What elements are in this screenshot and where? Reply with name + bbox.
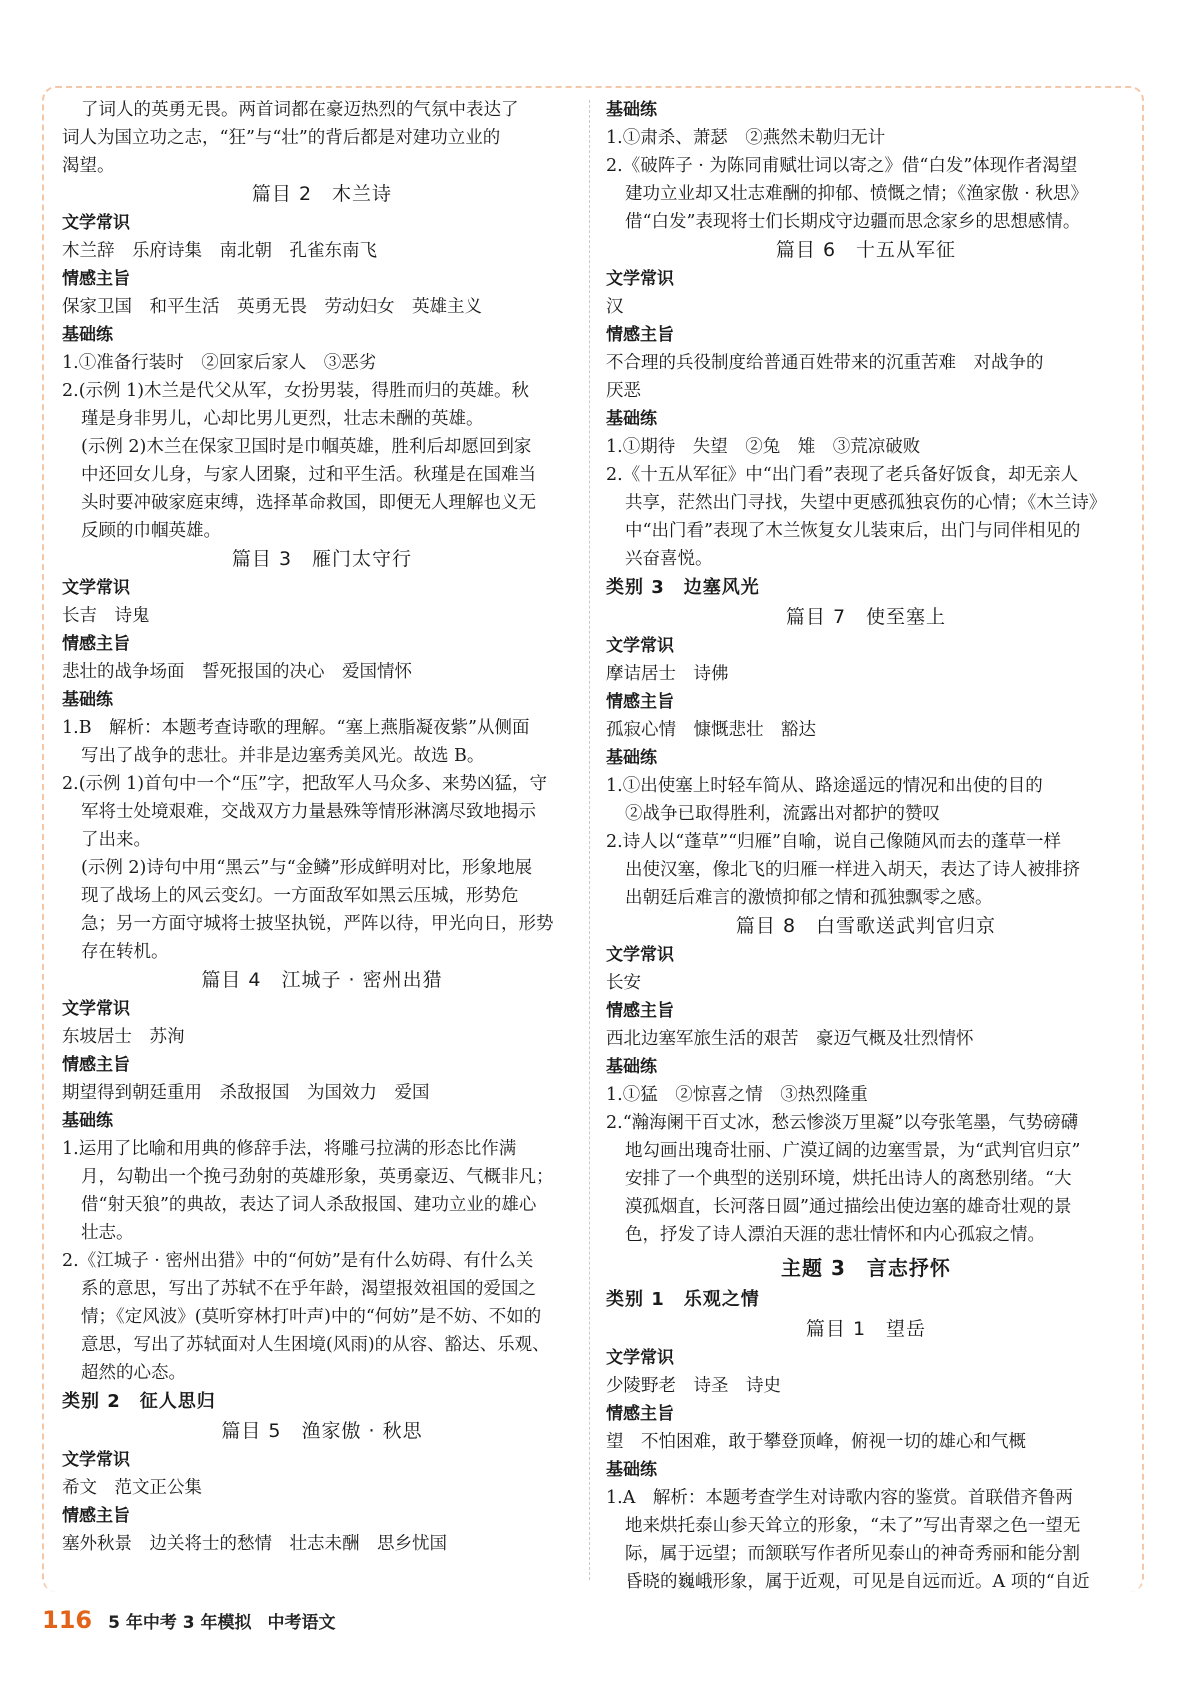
category-title: 类别 1 乐观之情 <box>606 1289 760 1310</box>
section-title: 篇目 4 江城子 · 密州出猎 <box>201 969 443 991</box>
answer-line: 保家卫国 和平生活 英勇无畏 劳动妇女 英雄主义 <box>62 297 482 317</box>
label-practice: 基础练 <box>606 1460 657 1480</box>
section-title: 篇目 5 渔家傲 · 秋思 <box>221 1420 423 1442</box>
label-practice: 基础练 <box>606 409 657 429</box>
answer-line: 2.(示例 1)首句中一个“压”字，把敌军人马众多、来势凶猛，守 <box>62 774 547 794</box>
answer-line: 出朝廷后难言的激愤抑郁之情和孤独飘零之感。 <box>625 888 993 908</box>
answer-line: ②战争已取得胜利，流露出对都护的赞叹 <box>625 804 940 824</box>
text-line: 词人为国立功之志，“狂”与“壮”的背后都是对建功立业的 <box>62 128 501 148</box>
answer-line: 昏晓的巍峨形象，属于近观，可见是自远而近。A 项的“自近 <box>625 1572 1090 1592</box>
label-literature: 文学常识 <box>606 1348 674 1368</box>
label-practice: 基础练 <box>606 100 657 120</box>
label-theme: 情感主旨 <box>62 1055 130 1075</box>
label-theme: 情感主旨 <box>606 1001 674 1021</box>
answer-line: 了出来。 <box>81 830 151 850</box>
answer-line: 存在转机。 <box>81 942 169 962</box>
answer-line: 2.《江城子 · 密州出猎》中的“何妨”是有什么妨碍、有什么关 <box>62 1251 534 1271</box>
label-theme: 情感主旨 <box>606 692 674 712</box>
answer-line: 2.《十五从军征》中“出门看”表现了老兵备好饭食，却无亲人 <box>606 465 1079 485</box>
answer-line: 情；《定风波》(莫听穿林打叶声)中的“何妨”是不妨、不如的 <box>81 1307 542 1327</box>
answer-line: 地勾画出瑰奇壮丽、广漠辽阔的边塞雪景，为“武判官归京” <box>625 1141 1081 1161</box>
answer-line: 1.①准备行装时 ②回家后家人 ③恶劣 <box>62 353 377 373</box>
answer-line: 不合理的兵役制度给普通百姓带来的沉重苦难 对战争的 <box>606 353 1044 373</box>
book-series: 5 年中考 3 年模拟 <box>108 1612 252 1633</box>
label-practice: 基础练 <box>62 1111 113 1131</box>
answer-line: 1.①猛 ②惊喜之情 ③热烈隆重 <box>606 1085 868 1105</box>
answer-line: 中“出门看”表现了木兰恢复女儿装束后，出门与同伴相见的 <box>625 521 1081 541</box>
category-title: 类别 2 征人思归 <box>62 1391 216 1412</box>
answer-line: 1.①出使塞上时轻车简从、路途遥远的情况和出使的目的 <box>606 776 1043 796</box>
label-theme: 情感主旨 <box>62 269 130 289</box>
answer-line: 木兰辞 乐府诗集 南北朝 孔雀东南飞 <box>62 241 377 261</box>
answer-line: 悲壮的战争场面 誓死报国的决心 爱国情怀 <box>62 662 412 682</box>
answer-line: 1.运用了比喻和用典的修辞手法，将雕弓拉满的形态比作满 <box>62 1139 517 1159</box>
answer-line: 厌恶 <box>606 381 641 401</box>
answer-line: 军将士处境艰难，交战双方力量悬殊等情形淋漓尽致地揭示 <box>81 802 536 822</box>
label-literature: 文学常识 <box>606 945 674 965</box>
answer-line: 地来烘托泰山参天耸立的形象，“未了”写出青翠之色一望无 <box>625 1516 1081 1536</box>
text-line: 了词人的英勇无畏。两首词都在豪迈热烈的气氛中表达了 <box>81 100 519 120</box>
label-literature: 文学常识 <box>62 578 130 598</box>
answer-line: 意思，写出了苏轼面对人生困境(风雨)的从容、豁达、乐观、 <box>81 1335 550 1355</box>
answer-line: 超然的心态。 <box>81 1363 186 1383</box>
label-literature: 文学常识 <box>62 999 130 1019</box>
answer-line: 孤寂心情 慷慨悲壮 豁达 <box>606 720 816 740</box>
label-theme: 情感主旨 <box>606 1404 674 1424</box>
answer-line: 希文 范文正公集 <box>62 1478 202 1498</box>
answer-line: 1.B 解析：本题考查诗歌的理解。“塞上燕脂凝夜紫”从侧面 <box>62 718 530 738</box>
answer-line: 壮志。 <box>81 1223 134 1243</box>
answer-line: (示例 2)诗句中用“黑云”与“金鳞”形成鲜明对比，形象地展 <box>81 858 533 878</box>
section-title: 篇目 7 使至塞上 <box>785 606 947 628</box>
answer-line: (示例 2)木兰在保家卫国时是巾帼英雄，胜利后却愿回到家 <box>81 437 532 457</box>
answer-line: 安排了一个典型的送别环境，烘托出诗人的离愁别绪。“大 <box>625 1169 1072 1189</box>
answer-line: 望 不怕困难，敢于攀登顶峰，俯视一切的雄心和气概 <box>606 1432 1026 1452</box>
answer-line: 摩诘居士 诗佛 <box>606 664 729 684</box>
answer-line: 现了战场上的风云变幻。一方面敌军如黑云压城，形势危 <box>81 886 519 906</box>
answer-line: 写出了战争的悲壮。并非是边塞秀美风光。故选 B。 <box>81 746 485 766</box>
answer-line: 西北边塞军旅生活的艰苦 豪迈气概及壮烈情怀 <box>606 1029 974 1049</box>
section-title: 篇目 6 十五从军征 <box>775 239 957 261</box>
label-theme: 情感主旨 <box>62 1506 130 1526</box>
label-practice: 基础练 <box>606 1057 657 1077</box>
answer-line: 汉 <box>606 297 624 317</box>
answer-line: 中还回女儿身，与家人团聚，过和平生活。秋瑾是在国难当 <box>81 465 536 485</box>
answer-line: 建功立业却又壮志难酬的抑郁、愤慨之情；《渔家傲 · 秋思》 <box>625 184 1088 204</box>
category-title: 类别 3 边塞风光 <box>606 577 760 598</box>
label-practice: 基础练 <box>62 325 113 345</box>
answer-line: 系的意思，写出了苏轼不在乎年龄，渴望报效祖国的爱国之 <box>81 1279 536 1299</box>
answer-line: 反顾的巾帼英雄。 <box>81 521 221 541</box>
section-title: 篇目 3 雁门太守行 <box>231 548 413 570</box>
answer-line: 2.诗人以“蓬草”“归雁”自喻，说自己像随风而去的蓬草一样 <box>606 832 1061 852</box>
answer-line: 借“白发”表现将士们长期戍守边疆而思念家乡的思想感情。 <box>625 212 1081 232</box>
answer-line: 共享，茫然出门寻找，失望中更感孤独哀伤的心情；《木兰诗》 <box>625 493 1107 513</box>
answer-line: 期望得到朝廷重用 杀敌报国 为国效力 爱国 <box>62 1083 430 1103</box>
section-title: 篇目 8 白雪歌送武判官归京 <box>735 915 997 937</box>
answer-line: 瑾是身非男儿，心却比男儿更烈，壮志未酬的英雄。 <box>81 409 484 429</box>
answer-line: 急；另一方面守城将士披坚执锐，严阵以待，甲光向日，形势 <box>81 914 554 934</box>
answer-line: 漠孤烟直，长河落日圆”通过描绘出使边塞的雄奇壮观的景 <box>625 1197 1072 1217</box>
answer-line: 长吉 诗鬼 <box>62 606 150 626</box>
label-literature: 文学常识 <box>62 1450 130 1470</box>
label-theme: 情感主旨 <box>606 325 674 345</box>
column-divider <box>589 100 590 1580</box>
answer-line: 2.《破阵子 · 为陈同甫赋壮词以寄之》借“白发”体现作者渴望 <box>606 156 1078 176</box>
label-literature: 文学常识 <box>62 213 130 233</box>
label-literature: 文学常识 <box>606 636 674 656</box>
left-column <box>62 96 582 1558</box>
label-practice: 基础练 <box>606 748 657 768</box>
theme-title: 主题 3 言志抒怀 <box>781 1256 951 1280</box>
label-theme: 情感主旨 <box>62 634 130 654</box>
answer-line: 2.“瀚海阑干百丈冰，愁云惨淡万里凝”以夸张笔墨，气势磅礴 <box>606 1113 1079 1133</box>
label-practice: 基础练 <box>62 690 113 710</box>
right-column <box>606 96 1126 1596</box>
answer-line: 借“射天狼”的典故，表达了词人杀敌报国、建功立业的雄心 <box>81 1195 537 1215</box>
answer-line: 出使汉塞，像北飞的归雁一样进入胡天，表达了诗人被排挤 <box>625 860 1080 880</box>
answer-line: 际，属于远望；而颔联写作者所见泰山的神奇秀丽和能分割 <box>625 1544 1080 1564</box>
answer-line: 1.A 解析：本题考查学生对诗歌内容的鉴赏。首联借齐鲁两 <box>606 1488 1073 1508</box>
answer-line: 1.①肃杀、萧瑟 ②燕然未勒归无计 <box>606 128 886 148</box>
answer-line: 少陵野老 诗圣 诗史 <box>606 1376 781 1396</box>
section-title: 篇目 1 望岳 <box>805 1318 927 1340</box>
text-line: 渴望。 <box>62 156 115 176</box>
answer-line: 东坡居士 苏洵 <box>62 1027 185 1047</box>
answer-line: 色，抒发了诗人漂泊天涯的悲壮情怀和内心孤寂之情。 <box>625 1225 1045 1245</box>
book-subject: 中考语文 <box>267 1612 336 1633</box>
label-literature: 文学常识 <box>606 269 674 289</box>
section-title: 篇目 2 木兰诗 <box>251 183 393 205</box>
answer-line: 兴奋喜悦。 <box>625 549 713 569</box>
answer-line: 头时要冲破家庭束缚，选择革命救国，即便无人理解也义无 <box>81 493 536 513</box>
answer-line: 1.①期待 失望 ②兔 雉 ③荒凉破败 <box>606 437 921 457</box>
answer-line: 月，勾勒出一个挽弓劲射的英雄形象，英勇豪迈、气概非凡； <box>81 1167 554 1187</box>
answer-line: 长安 <box>606 973 641 993</box>
answer-line: 2.(示例 1)木兰是代父从军，女扮男装，得胜而归的英雄。秋 <box>62 381 530 401</box>
page-number: 116 <box>42 1606 93 1634</box>
page-footer <box>42 1600 336 1640</box>
answer-line: 塞外秋景 边关将士的愁情 壮志未酬 思乡忧国 <box>62 1534 447 1554</box>
